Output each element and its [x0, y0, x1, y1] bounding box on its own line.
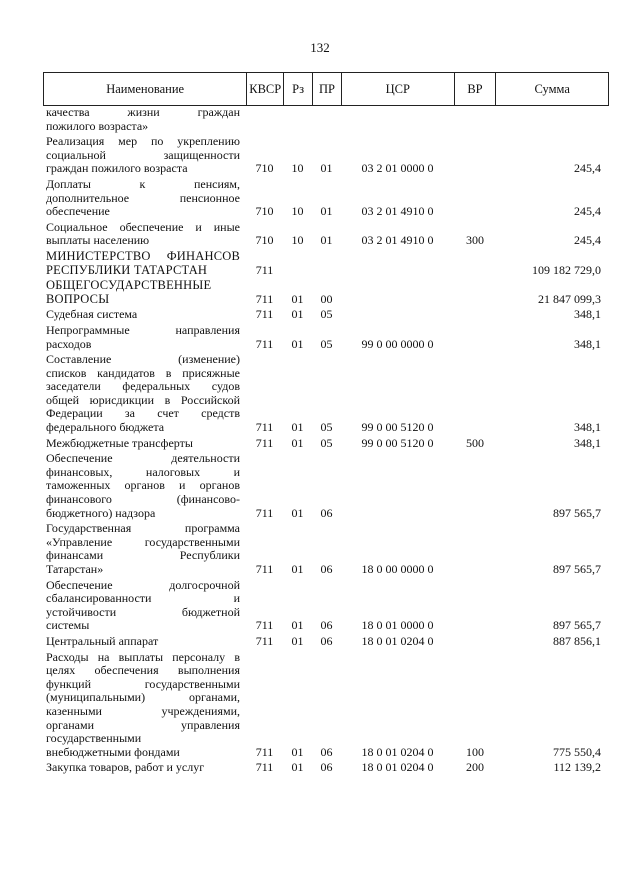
row-pr: 06 [320, 562, 333, 576]
header-rz: Рз [283, 73, 312, 105]
row-csr: 18 0 01 0204 0 [361, 633, 434, 648]
row-kvsr: 711 [255, 336, 274, 351]
row-name-line: Судебная система [46, 307, 138, 322]
row-name-line: обеспечение [46, 204, 110, 219]
row-pr: 06 [320, 633, 333, 648]
row-kvsr: 711 [255, 420, 274, 435]
row-name-line: выплаты населению [46, 233, 150, 248]
row-pr: 01 [320, 233, 333, 248]
header-vr: ВР [454, 73, 496, 105]
row-name-line: Федерации за счет средств [46, 406, 240, 421]
row-name-line: таможенных органов и органов [46, 478, 240, 493]
row-kvsr: 710 [255, 161, 274, 176]
row-name-line: целях обеспечения выполнения [46, 663, 240, 678]
table-row [43, 106, 609, 133]
row-name-line: Составление (изменение) [46, 352, 240, 367]
row-name-line: Обеспечение долгосрочной [46, 577, 240, 592]
header-kvsr: КВСР [246, 73, 283, 105]
row-csr: 18 0 01 0204 0 [361, 744, 434, 759]
row-kvsr: 711 [255, 618, 274, 633]
row-rz: 01 [291, 420, 304, 435]
row-name [43, 324, 246, 351]
row-kvsr: 711 [255, 435, 274, 450]
row-csr: 18 0 00 0000 0 [361, 562, 434, 576]
row-name-line: Реализация мер по укреплению [46, 134, 240, 149]
table-row [43, 221, 609, 248]
row-name [43, 761, 246, 775]
row-sum: 887 856,1 [553, 633, 601, 648]
row-name-line: ОБЩЕГОСУДАРСТВЕННЫЕ [46, 278, 212, 293]
row-name-line: государственными [46, 731, 142, 746]
row-pr: 00 [320, 291, 333, 306]
row-name [43, 106, 246, 133]
row-kvsr: 711 [255, 505, 274, 520]
row-rz: 01 [291, 760, 304, 775]
row-sum: 245,4 [574, 161, 601, 176]
row-rz: 10 [291, 161, 304, 176]
row-kvsr: 710 [255, 233, 274, 248]
row-pr: 05 [320, 307, 333, 322]
row-rz: 01 [291, 505, 304, 520]
table-row [43, 522, 609, 576]
row-rz: 01 [291, 307, 304, 322]
row-name [43, 651, 246, 760]
table-row [43, 579, 609, 633]
table-row [43, 308, 609, 322]
row-pr: 05 [320, 336, 333, 351]
table-row [43, 279, 609, 306]
row-csr: 18 0 01 0000 0 [361, 618, 434, 633]
row-rz: 10 [291, 204, 304, 219]
row-name-line: бюджетного) надзора [46, 505, 156, 520]
row-csr: 18 0 01 0204 0 [361, 760, 434, 775]
row-kvsr: 711 [255, 760, 274, 775]
header-name: Наименование [106, 81, 185, 96]
row-name-line: Межбюджетные трансферты [46, 435, 193, 450]
row-pr: 06 [320, 760, 333, 775]
row-name-line: внебюджетными фондами [46, 744, 180, 759]
row-name-line: сбалансированности и [46, 591, 240, 606]
row-sum: 245,4 [574, 204, 601, 219]
row-name-line: РЕСПУБЛИКИ ТАТАРСТАН [46, 262, 208, 277]
row-sum: 348,1 [574, 435, 601, 450]
row-kvsr: 710 [255, 204, 274, 219]
row-name-line: устойчивости бюджетной [46, 604, 240, 619]
row-kvsr: 711 [255, 562, 274, 576]
row-rz: 01 [291, 336, 304, 351]
row-name-line: социальной защищенности [46, 147, 240, 162]
row-sum: 21 847 099,3 [538, 291, 601, 306]
table-row [43, 437, 609, 451]
page-number: 132 [310, 40, 330, 55]
row-name [43, 452, 246, 520]
row-pr: 01 [320, 204, 333, 219]
row-name [43, 522, 246, 576]
row-name-line: органами управления [46, 717, 240, 732]
row-name-line: Социальное обеспечение и иные [46, 219, 240, 234]
table-row [43, 135, 609, 176]
row-name-line: Центральный аппарат [46, 633, 159, 648]
row-name [43, 579, 246, 633]
row-pr: 06 [320, 505, 333, 520]
row-csr: 99 0 00 5120 0 [361, 420, 434, 435]
row-name-line: Расходы на выплаты персоналу в [46, 649, 240, 664]
row-name-line: качества жизни граждан [46, 105, 240, 119]
row-name-line: системы [46, 618, 90, 633]
row-name-line: федерального бюджета [46, 420, 165, 435]
row-vr: 200 [466, 760, 484, 775]
header-sum: Сумма [495, 73, 608, 105]
row-rz: 01 [291, 291, 304, 306]
row-name [43, 308, 246, 322]
row-rz: 01 [291, 618, 304, 633]
row-sum: 245,4 [574, 233, 601, 248]
row-name-line: общей юрисдикции в Российской [46, 392, 240, 407]
row-name-line: Государственная программа [46, 521, 240, 536]
header-csr: ЦСР [341, 73, 454, 105]
row-rz: 01 [291, 435, 304, 450]
row-csr: 99 0 00 0000 0 [361, 336, 434, 351]
row-sum: 897 565,7 [553, 505, 601, 520]
header-pr: ПР [312, 73, 341, 105]
row-rz: 01 [291, 562, 304, 576]
row-pr: 06 [320, 618, 333, 633]
row-sum: 112 139,2 [553, 760, 601, 775]
row-name-line: ВОПРОСЫ [46, 291, 110, 306]
row-name-line: финансового (финансово- [46, 492, 240, 507]
budget-table [43, 72, 609, 777]
row-name [43, 279, 246, 306]
row-sum: 897 565,7 [553, 618, 601, 633]
row-name [43, 635, 246, 649]
row-pr: 05 [320, 420, 333, 435]
row-rz: 01 [291, 633, 304, 648]
row-name [43, 353, 246, 435]
row-sum: 897 565,7 [553, 562, 601, 576]
row-name [43, 135, 246, 176]
row-name-line: казенными учреждениями, [46, 703, 240, 718]
row-vr: 500 [466, 435, 484, 450]
table-row [43, 635, 609, 649]
row-sum: 348,1 [574, 336, 601, 351]
table-row [43, 651, 609, 760]
row-name-line: функций государственными [46, 676, 240, 691]
row-sum: 348,1 [574, 307, 601, 322]
row-pr: 01 [320, 161, 333, 176]
row-csr: 03 2 01 0000 0 [361, 161, 434, 176]
row-pr: 06 [320, 744, 333, 759]
row-name [43, 221, 246, 248]
row-name-line: Закупка товаров, работ и услуг [46, 760, 205, 775]
row-kvsr: 711 [255, 744, 274, 759]
row-rz: 01 [291, 744, 304, 759]
table-header [43, 72, 609, 106]
row-kvsr: 711 [255, 291, 274, 306]
row-name-line: финансовых, налоговых и [46, 464, 240, 479]
table-row [43, 452, 609, 520]
row-kvsr: 711 [255, 307, 274, 322]
row-name-line: списков кандидатов в присяжные [46, 365, 240, 380]
row-name-line: (муниципальными) органами, [46, 690, 240, 705]
row-csr: 03 2 01 4910 0 [361, 204, 434, 219]
row-name-line: расходов [46, 336, 92, 351]
row-name-line: Доплаты к пенсиям, [46, 176, 240, 191]
row-csr: 99 0 00 5120 0 [361, 435, 434, 450]
table-row [43, 178, 609, 219]
row-name [43, 250, 246, 277]
row-name-line: пожилого возраста» [46, 118, 149, 133]
row-name-line: МИНИСТЕРСТВО ФИНАНСОВ [46, 248, 240, 263]
table-row [43, 353, 609, 435]
row-name-line: Непрограммные направления [46, 322, 240, 337]
row-name-line: дополнительное пенсионное [46, 190, 240, 205]
row-vr: 300 [466, 233, 484, 248]
row-rz: 10 [291, 233, 304, 248]
row-name-line: финансами Республики [46, 548, 240, 563]
table-body [43, 106, 609, 775]
table-row [43, 761, 609, 775]
row-name [43, 178, 246, 219]
row-name-line: граждан пожилого возраста [46, 161, 188, 176]
row-sum: 348,1 [574, 420, 601, 435]
row-name-line: заседатели федеральных судов [46, 379, 240, 394]
table-row [43, 324, 609, 351]
row-name-line: Татарстан» [46, 562, 104, 576]
row-sum: 775 550,4 [553, 744, 601, 759]
row-name [43, 437, 246, 451]
row-sum: 109 182 729,0 [532, 262, 601, 277]
row-name-line: «Управление государственными [46, 534, 240, 549]
row-pr: 05 [320, 435, 333, 450]
table-row [43, 250, 609, 277]
row-vr: 100 [466, 744, 484, 759]
row-name-line: Обеспечение деятельности [46, 451, 240, 466]
row-kvsr: 711 [255, 262, 274, 277]
row-kvsr: 711 [255, 633, 274, 648]
row-csr: 03 2 01 4910 0 [361, 233, 434, 248]
